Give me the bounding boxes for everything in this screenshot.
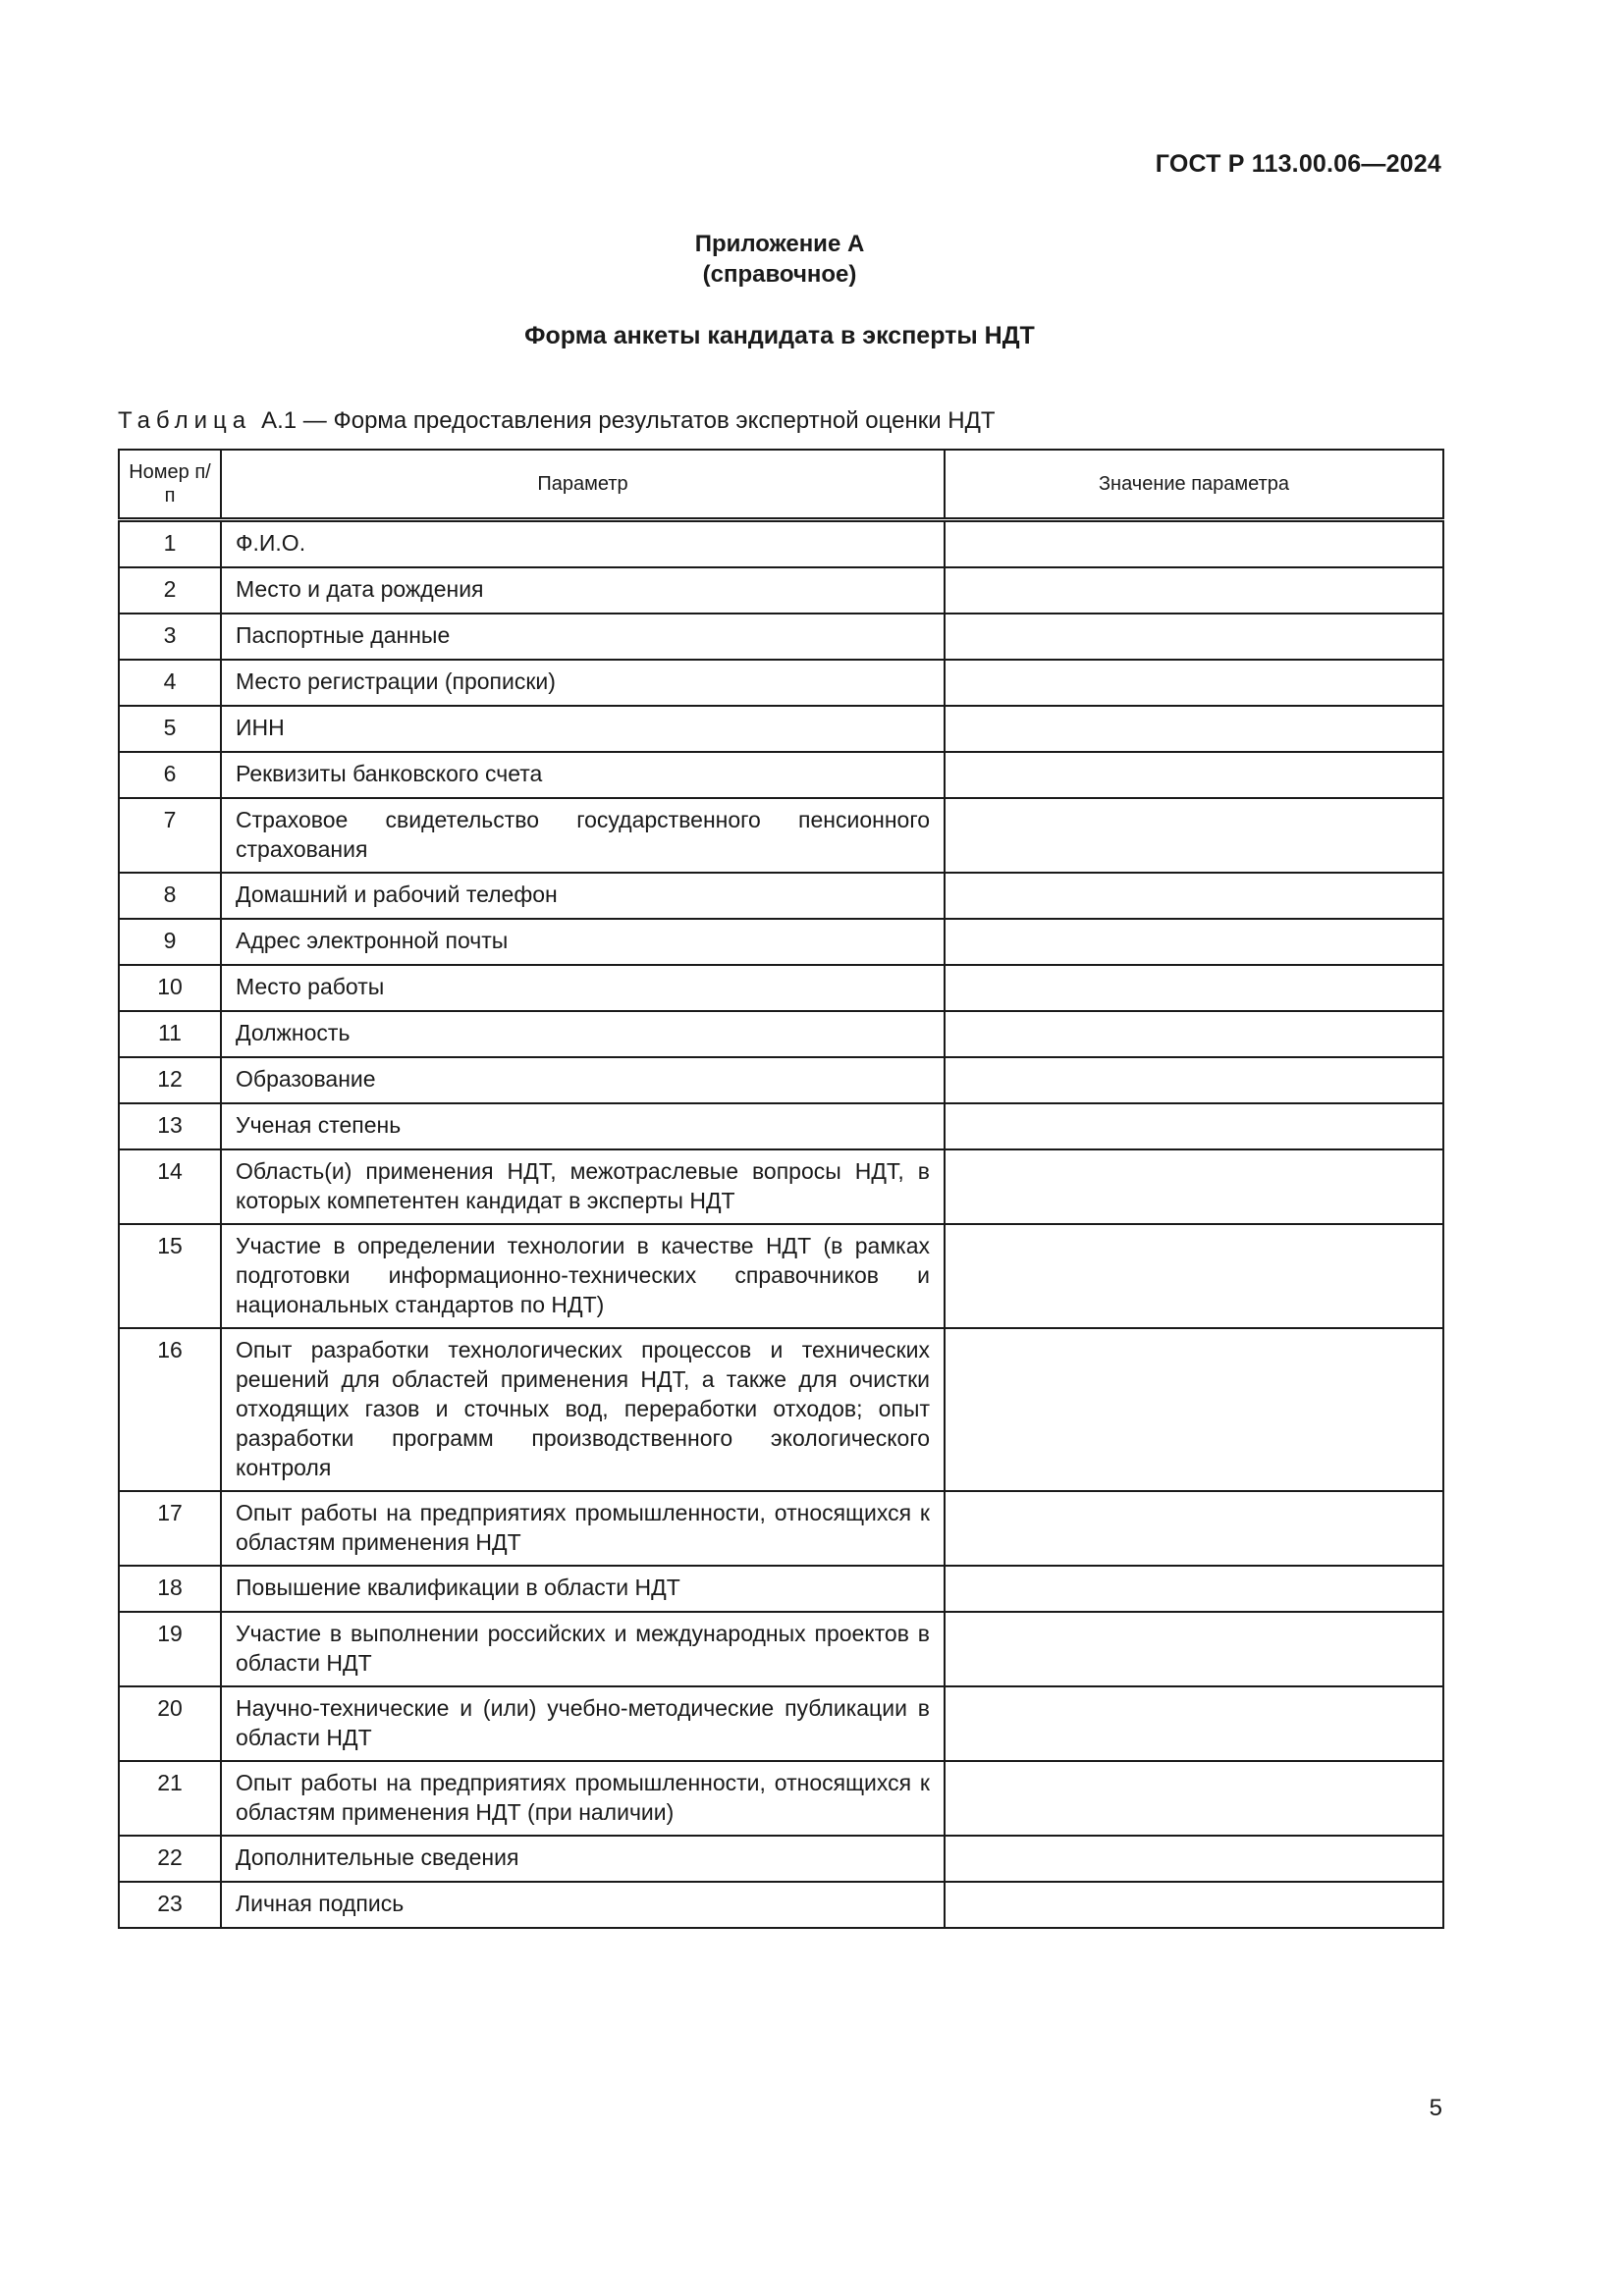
form-title: Форма анкеты кандидата в эксперты НДТ (524, 322, 1035, 349)
row-parameter: Научно-технические и (или) учебно-методические публикации в области НДТ (221, 1686, 945, 1761)
row-number: 11 (119, 1011, 221, 1057)
page-number: 5 (1429, 2095, 1442, 2121)
table-row (119, 1686, 1443, 1761)
row-number: 21 (119, 1761, 221, 1836)
row-number: 22 (119, 1836, 221, 1882)
header-value: Значение параметра (945, 450, 1443, 520)
row-value (945, 965, 1443, 1011)
row-number: 13 (119, 1103, 221, 1149)
row-parameter: Образование (221, 1057, 945, 1103)
row-value (945, 1566, 1443, 1612)
row-parameter: Участие в выполнении российских и международных проектов в области НДТ (221, 1612, 945, 1686)
row-parameter: Место и дата рождения (221, 567, 945, 614)
row-parameter: Адрес электронной почты (221, 919, 945, 965)
row-parameter: Опыт работы на предприятиях промышленности, относящихся к областям применения НДТ (221, 1491, 945, 1566)
table-row (119, 965, 1443, 1011)
row-value (945, 919, 1443, 965)
row-number: 5 (119, 706, 221, 752)
row-number: 2 (119, 567, 221, 614)
row-number: 3 (119, 614, 221, 660)
header-parameter: Параметр (221, 450, 945, 520)
row-parameter: Ф.И.О. (221, 520, 945, 568)
row-value (945, 1011, 1443, 1057)
row-value (945, 706, 1443, 752)
row-parameter: ИНН (221, 706, 945, 752)
row-value (945, 520, 1443, 568)
table-row (119, 614, 1443, 660)
table-row (119, 752, 1443, 798)
table-row (119, 1149, 1443, 1224)
table-row (119, 1328, 1443, 1491)
header-number: Номер п/п (119, 450, 221, 520)
table-row (119, 520, 1443, 568)
row-number: 17 (119, 1491, 221, 1566)
row-parameter: Дополнительные сведения (221, 1836, 945, 1882)
row-number: 1 (119, 520, 221, 568)
row-parameter: Опыт разработки технологических процессов и технических решений для областей применения НДТ, а также для очистки отходящих газов и сточных вод, переработки отходов; опыт разработки программ производственного экологического контроля (221, 1328, 945, 1491)
row-parameter: Участие в определении технологии в качестве НДТ (в рамках подготовки информационно-технических справочников и национальных стандартов по НДТ) (221, 1224, 945, 1328)
row-parameter: Ученая степень (221, 1103, 945, 1149)
row-value (945, 1836, 1443, 1882)
table-row (119, 798, 1443, 873)
row-parameter: Реквизиты банковского счета (221, 752, 945, 798)
row-number: 15 (119, 1224, 221, 1328)
row-number: 6 (119, 752, 221, 798)
row-number: 10 (119, 965, 221, 1011)
row-number: 16 (119, 1328, 221, 1491)
row-value (945, 1149, 1443, 1224)
row-value (945, 1224, 1443, 1328)
row-parameter: Область(и) применения НДТ, межотраслевые вопросы НДТ, в которых компетентен кандидат в эксперты НДТ (221, 1149, 945, 1224)
table-row (119, 706, 1443, 752)
row-value (945, 798, 1443, 873)
row-number: 4 (119, 660, 221, 706)
row-value (945, 1328, 1443, 1491)
table-caption-word: Таблица (118, 407, 252, 434)
row-value (945, 1491, 1443, 1566)
table-caption (118, 407, 996, 435)
row-value (945, 1057, 1443, 1103)
row-value (945, 1882, 1443, 1928)
row-parameter: Личная подпись (221, 1882, 945, 1928)
expert-form-table (118, 449, 1444, 1929)
table-row (119, 1836, 1443, 1882)
table-row (119, 1057, 1443, 1103)
row-number: 7 (119, 798, 221, 873)
row-value (945, 873, 1443, 919)
row-parameter: Место регистрации (прописки) (221, 660, 945, 706)
row-value (945, 1103, 1443, 1149)
row-value (945, 1612, 1443, 1686)
appendix-title: Приложение А (694, 231, 865, 257)
row-number: 20 (119, 1686, 221, 1761)
row-value (945, 660, 1443, 706)
row-parameter: Паспортные данные (221, 614, 945, 660)
appendix-subtitle: (справочное) (702, 261, 857, 288)
row-value (945, 567, 1443, 614)
table-row (119, 919, 1443, 965)
table-body (119, 520, 1443, 1929)
table-row (119, 873, 1443, 919)
table-row (119, 1566, 1443, 1612)
table-header-row (119, 450, 1443, 520)
row-parameter: Повышение квалификации в области НДТ (221, 1566, 945, 1612)
appendix-heading (118, 229, 1441, 290)
table-row (119, 1491, 1443, 1566)
row-number: 9 (119, 919, 221, 965)
row-number: 14 (119, 1149, 221, 1224)
row-number: 19 (119, 1612, 221, 1686)
row-number: 18 (119, 1566, 221, 1612)
table-row (119, 660, 1443, 706)
row-parameter: Страховое свидетельство государственного пенсионного страхования (221, 798, 945, 873)
row-number: 23 (119, 1882, 221, 1928)
table-row (119, 1011, 1443, 1057)
row-value (945, 752, 1443, 798)
table-row (119, 567, 1443, 614)
table-row (119, 1612, 1443, 1686)
table-caption-text: А.1 — Форма предоставления результатов экспертной оценки НДТ (261, 407, 996, 434)
row-parameter: Опыт работы на предприятиях промышленности, относящихся к областям применения НДТ (при наличии) (221, 1761, 945, 1836)
row-value (945, 1761, 1443, 1836)
row-number: 12 (119, 1057, 221, 1103)
row-value (945, 614, 1443, 660)
table-row (119, 1224, 1443, 1328)
table-row (119, 1882, 1443, 1928)
row-value (945, 1686, 1443, 1761)
row-number: 8 (119, 873, 221, 919)
row-parameter: Должность (221, 1011, 945, 1057)
table-row (119, 1103, 1443, 1149)
table-row (119, 1761, 1443, 1836)
row-parameter: Место работы (221, 965, 945, 1011)
row-parameter: Домашний и рабочий телефон (221, 873, 945, 919)
document-code: ГОСТ Р 113.00.06—2024 (1155, 150, 1441, 178)
